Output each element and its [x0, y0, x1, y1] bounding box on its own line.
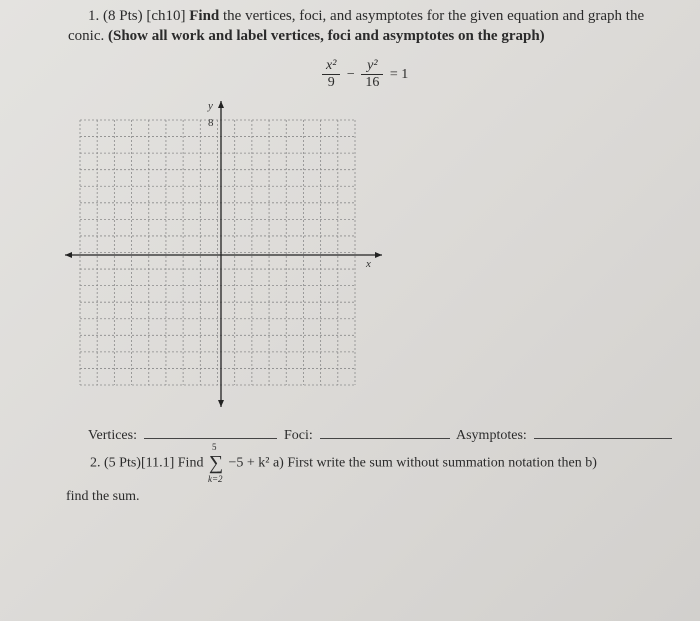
foci-answer	[284, 428, 450, 444]
x-axis-arrow-right	[375, 252, 382, 258]
summation-symbol: ∑ 5 k=2	[207, 442, 224, 484]
question-2	[90, 442, 597, 484]
x-axis-label: x	[366, 258, 371, 270]
asymptotes-answer	[456, 428, 672, 444]
question-2-section: [11.1]	[140, 455, 175, 471]
question-1-find: Find	[189, 8, 220, 24]
grid-lines	[80, 120, 355, 385]
y-tick-label: 8	[208, 117, 214, 129]
question-2-continuation: find the sum.	[66, 489, 140, 504]
question-1-text: the vertices, foci, and asymptotes for the given equation and graph the conic.	[68, 8, 645, 44]
question-2-text: a) First write the sum without summation notation then b)	[272, 455, 597, 471]
term-2-denominator: 16	[365, 75, 380, 90]
question-1-points: (8 Pts)	[103, 8, 143, 24]
x-axis-arrow-left	[65, 252, 72, 258]
sum-upper-limit: 5	[211, 442, 217, 452]
y-axis-arrow-bottom	[218, 400, 224, 407]
sum-lower-limit: k=2	[207, 474, 223, 484]
equation-rhs: = 1	[389, 66, 409, 82]
foci-label: Foci:	[284, 428, 313, 443]
sum-expression: −5 + k²	[228, 455, 270, 471]
question-1-instruction: (Show all work and label vertices, foci and asymptotes on the graph)	[107, 28, 545, 44]
hyperbola-equation	[322, 58, 411, 91]
question-2-number: 2.	[90, 455, 101, 471]
equation-term-2	[361, 58, 383, 91]
y-axis-label: y	[208, 100, 213, 112]
vertices-label: Vertices:	[88, 428, 137, 443]
vertices-blank[interactable]	[144, 438, 277, 439]
vertices-answer	[88, 428, 277, 444]
question-1	[68, 6, 678, 46]
equation-term-1	[322, 58, 340, 91]
asymptotes-blank[interactable]	[534, 438, 672, 439]
term-2-numerator: y²	[361, 58, 383, 75]
question-2-find: Find	[177, 455, 204, 471]
question-1-section: [ch10]	[146, 8, 186, 24]
question-1-number: 1.	[88, 8, 100, 24]
term-1-denominator: 9	[327, 75, 335, 90]
question-2-points: (5 Pts)	[104, 455, 141, 471]
term-1-numerator: x²	[322, 58, 340, 75]
foci-blank[interactable]	[320, 438, 450, 439]
equation-operator: −	[346, 66, 355, 82]
coordinate-grid	[60, 95, 390, 415]
asymptotes-label: Asymptotes:	[456, 428, 527, 443]
y-axis-arrow-top	[218, 101, 224, 108]
